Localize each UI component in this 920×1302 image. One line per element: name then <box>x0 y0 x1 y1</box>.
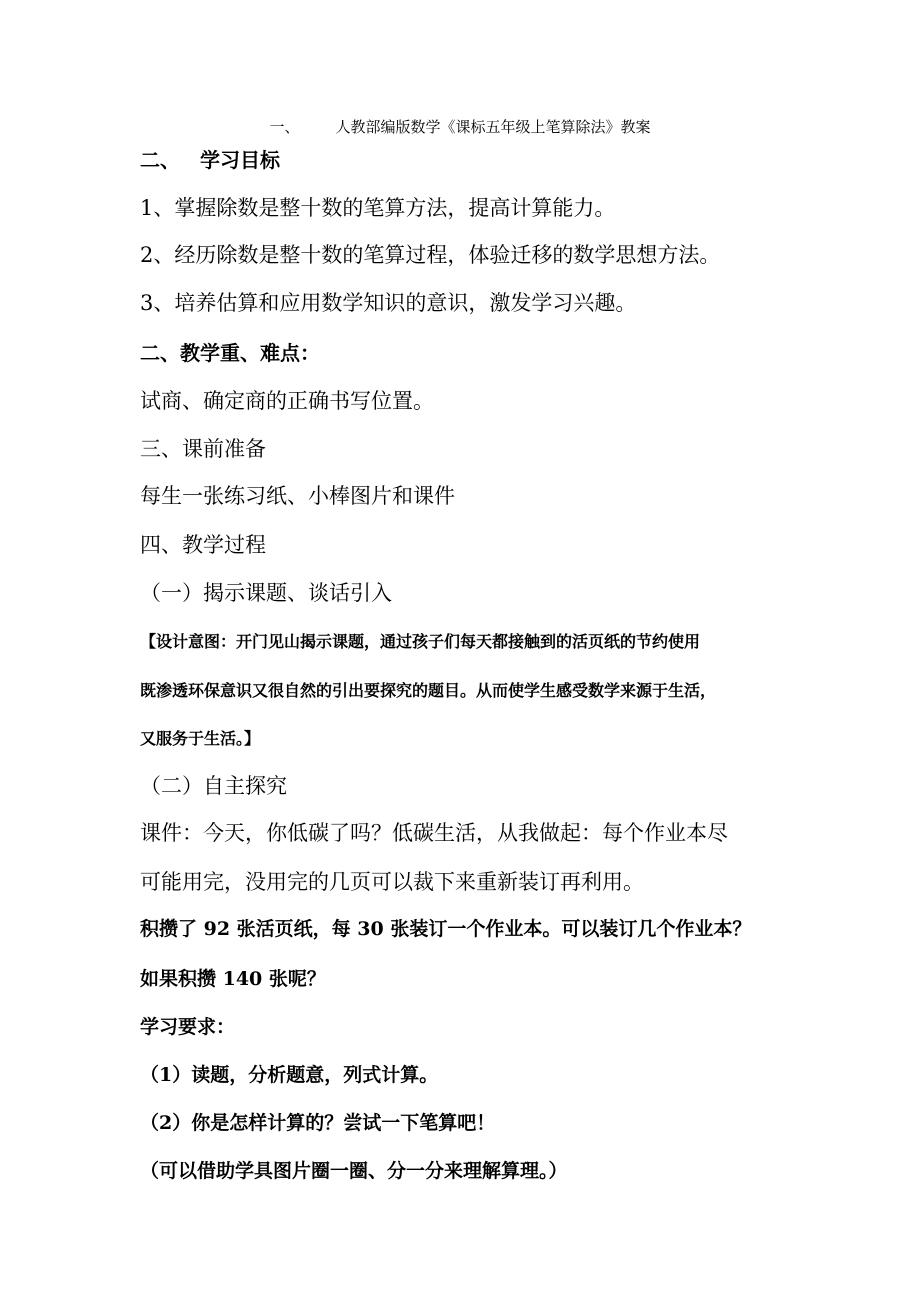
problem-line: 积攒了 92 张活页纸，每 30 张装订一个作业本。可以装订几个作业本？ <box>140 918 752 940</box>
preparation-text: 每生一张练习纸、小棒图片和课件 <box>140 484 455 508</box>
design-intent-line: 既渗透环保意识又很自然的引出要探究的题目。从而使学生感受数学来源于生活， <box>140 681 717 700</box>
goal-item: 1、掌握除数是整十数的笔算方法，提高计算能力。 <box>140 196 616 220</box>
title-text: 人教部编版数学《课标五年级上笔算除法》教案 <box>335 118 651 136</box>
section-heading-process: 四、教学过程 <box>140 533 266 557</box>
requirement-item: （1）读题，分析题意，列式计算。 <box>140 1064 439 1086</box>
requirements-title: 学习要求： <box>140 1016 236 1038</box>
design-intent-line: 又服务于生活。】 <box>140 729 261 748</box>
title-number: 一、 <box>269 118 300 136</box>
requirement-item: （可以借助学具图片圈一圈、分一分来理解算理。） <box>140 1160 568 1182</box>
step-heading: （一）揭示课题、谈话引入 <box>140 581 392 605</box>
step-heading: （二）自主探究 <box>140 774 287 798</box>
section-heading-key-points: 二、教学重、难点： <box>140 341 320 365</box>
design-intent-line: 【设计意图：开门见山揭示课题，通过孩子们每天都接触到的活页纸的节约使用 <box>140 632 701 651</box>
section-title: 学习目标 <box>200 148 280 172</box>
goal-item: 2、经历除数是整十数的笔算过程，体验迁移的数学思想方法。 <box>140 243 721 267</box>
problem-line: 如果积攒 140 张呢？ <box>140 968 326 990</box>
document-title <box>0 116 920 137</box>
courseware-line: 可能用完，没用完的几页可以裁下来重新装订再利用。 <box>140 870 644 894</box>
goal-item: 3、培养估算和应用数学知识的意识，激发学习兴趣。 <box>140 291 637 315</box>
key-points-text: 试商、确定商的正确书写位置。 <box>140 389 434 413</box>
section-heading-goals <box>140 150 280 170</box>
section-number: 二、 <box>140 148 180 172</box>
section-heading-preparation: 三、课前准备 <box>140 437 266 461</box>
requirement-item: （2）你是怎样计算的？尝试一下笔算吧！ <box>140 1112 496 1134</box>
courseware-line: 课件：今天，你低碳了吗？低碳生活，从我做起：每个作业本尽 <box>140 821 728 845</box>
